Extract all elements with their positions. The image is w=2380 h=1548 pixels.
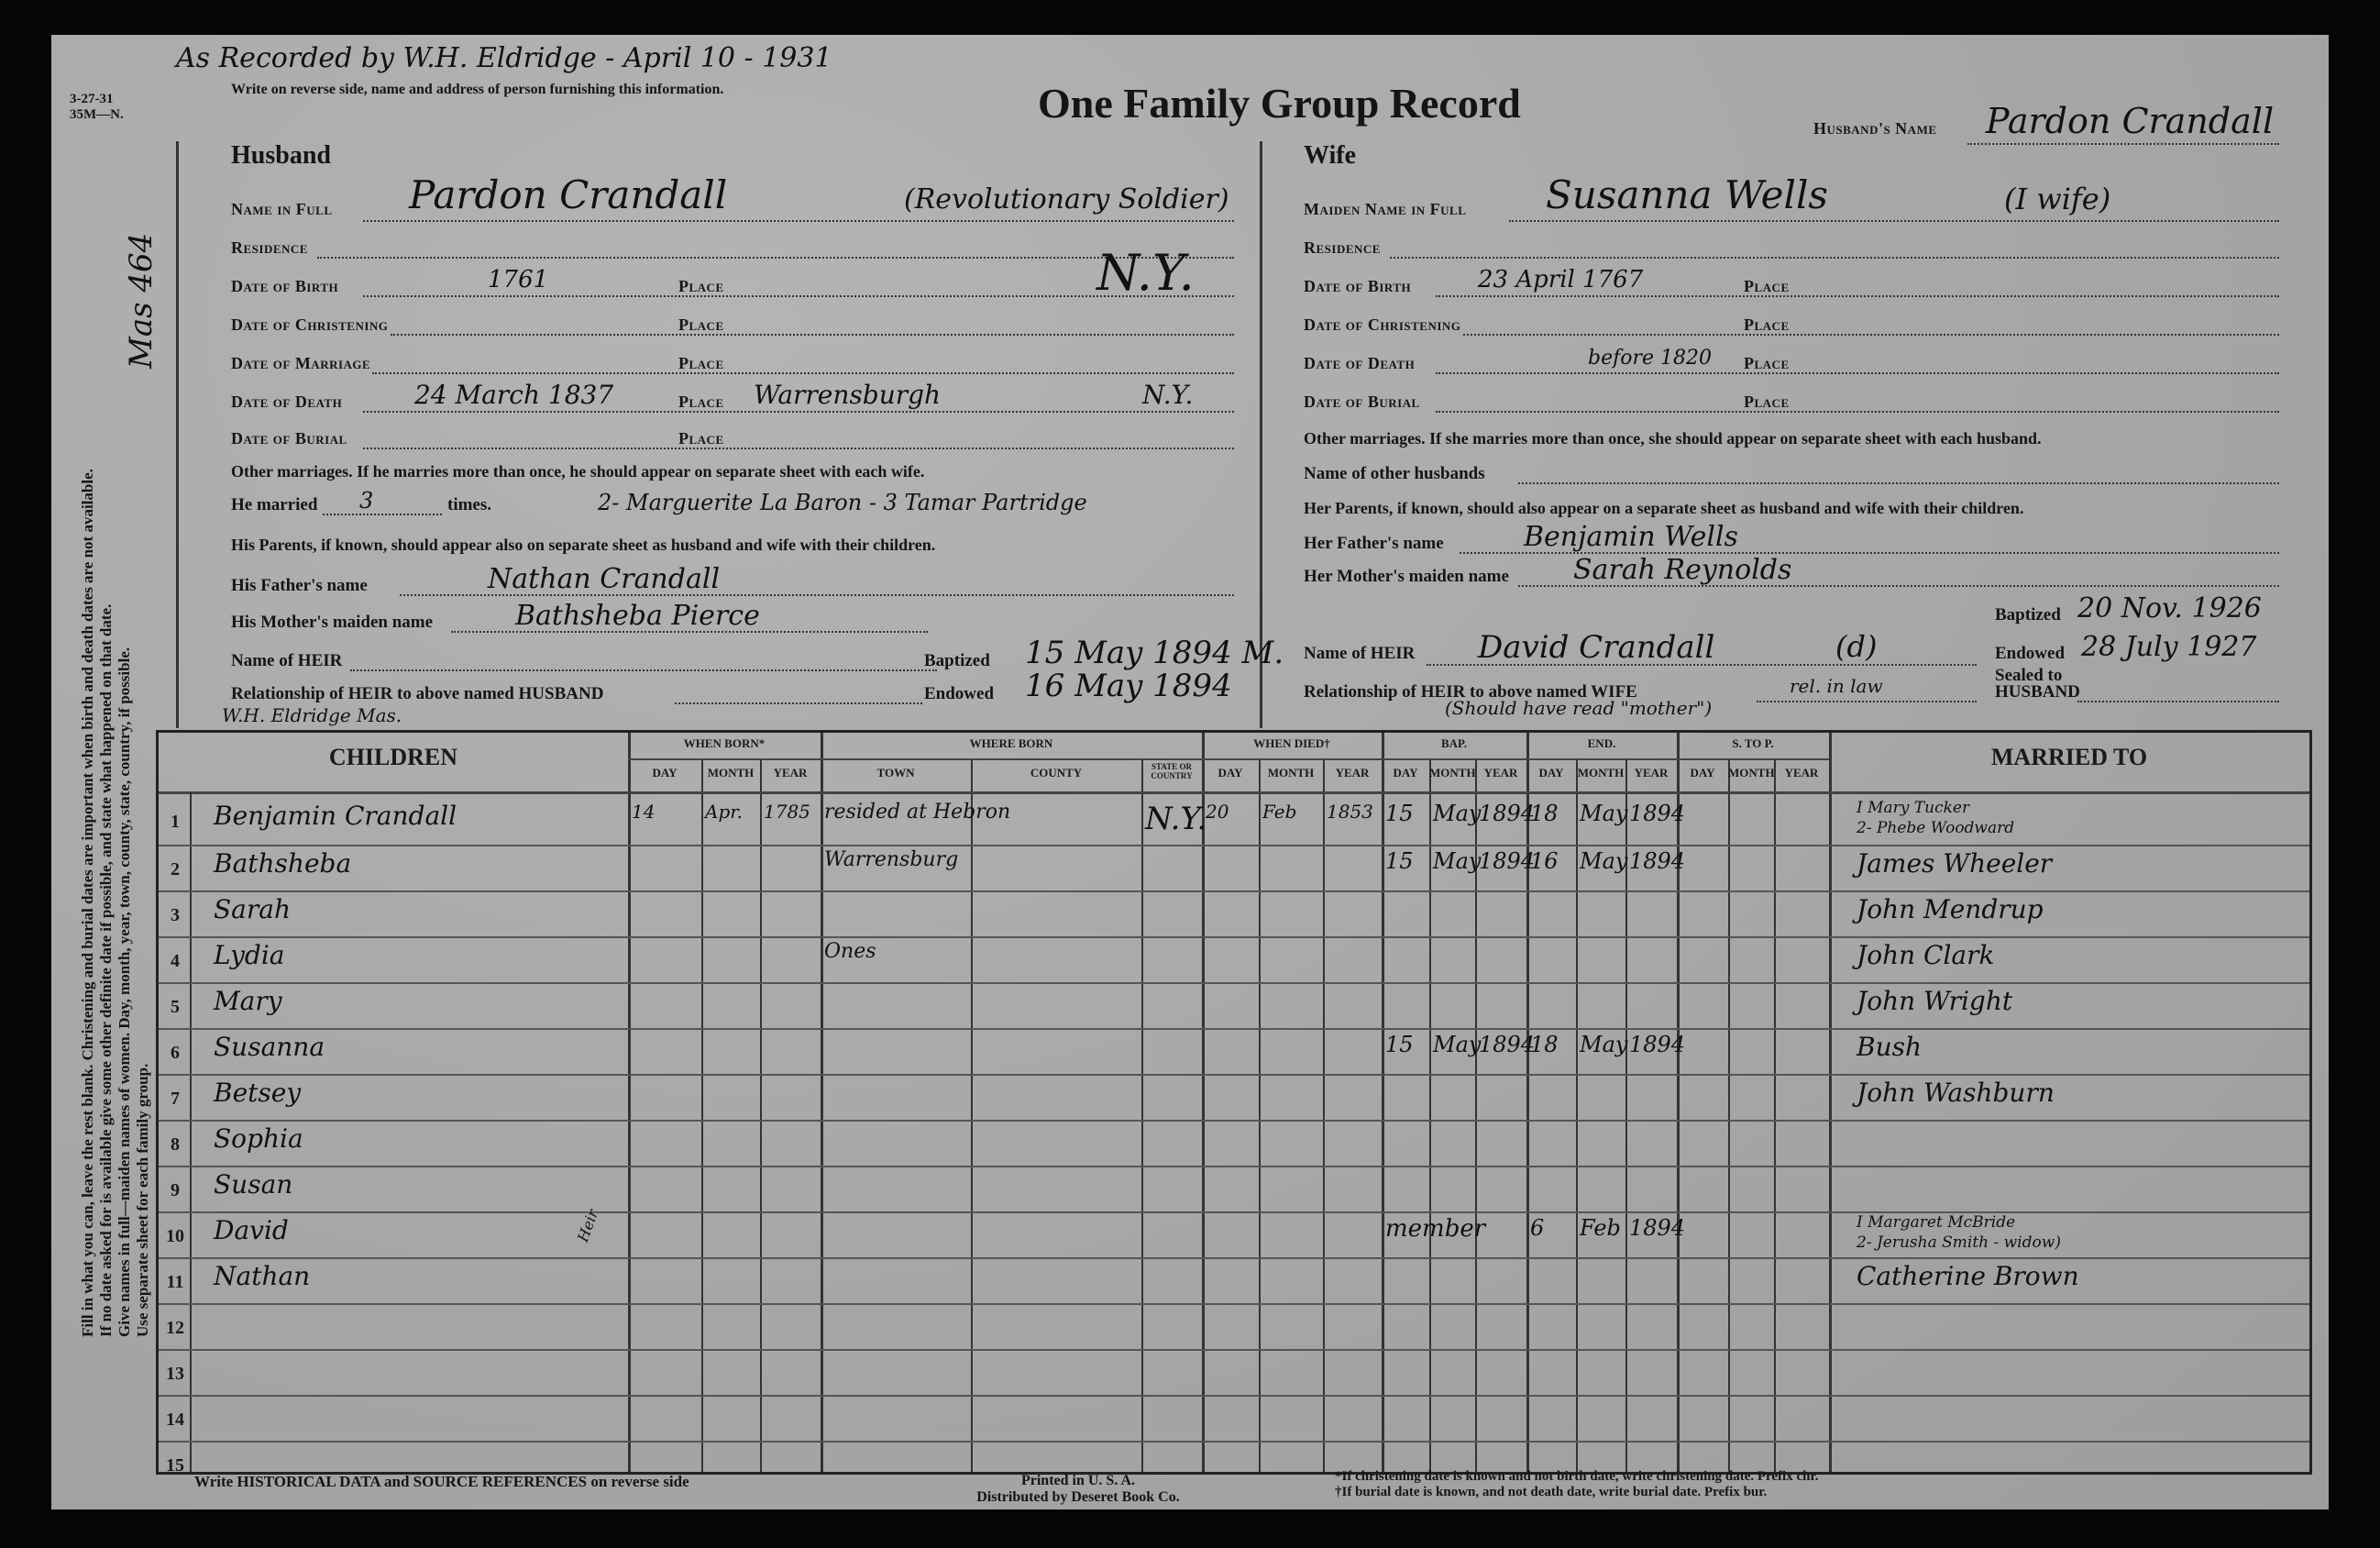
cell-married: John Wright: [1857, 986, 2013, 1016]
row-number: 5: [171, 997, 180, 1017]
cell-end-day: 6: [1530, 1215, 1545, 1241]
husband-residence-label: Residence: [231, 238, 308, 257]
husband-birth-place-label: Place: [678, 277, 724, 295]
husband-birth-value: 1761: [488, 266, 549, 293]
husband-burial-label: Date of Burial: [231, 429, 347, 448]
wife-baptized-value: 20 Nov. 1926: [2077, 592, 2262, 625]
wife-father-value: Benjamin Wells: [1524, 521, 1738, 553]
row-number: 3: [171, 905, 180, 925]
cell-end-month: Feb: [1580, 1215, 1621, 1241]
husband-death-place-state: N.Y.: [1142, 380, 1194, 410]
header-day: DAY: [652, 766, 678, 780]
husband-heir-signature: W.H. Eldridge Mas.: [222, 704, 402, 726]
header-year: YEAR: [1784, 766, 1819, 780]
row-number: 4: [171, 951, 180, 971]
header-county: COUNTY: [1030, 766, 1083, 780]
wife-birth-place-label: Place: [1744, 277, 1790, 295]
row-number: 11: [166, 1272, 184, 1292]
wife-birth-label: Date of Birth: [1304, 277, 1412, 295]
husband-burial-place-label: Place: [678, 429, 724, 448]
children-table: [156, 730, 2312, 1475]
header-month: MONTH: [1728, 766, 1775, 780]
wife-death-value: before 1820: [1588, 347, 1713, 370]
husband-married-value: 3: [359, 488, 374, 514]
wife-parents-note: Her Parents, if known, should also appear on a separate sheet as husband and wife with their children.: [1304, 499, 2024, 517]
husband-name-label: Name in Full: [231, 200, 333, 218]
table-row: [159, 936, 2309, 982]
header-month: MONTH: [1267, 766, 1315, 780]
header-month: MONTH: [1577, 766, 1625, 780]
table-row: [159, 1395, 2309, 1441]
row-number: 9: [171, 1180, 180, 1200]
cell-town: Warrensburg: [824, 848, 959, 871]
cell-end-month: May: [1580, 1032, 1628, 1057]
row-number: 8: [171, 1134, 180, 1155]
row-number: 6: [171, 1043, 180, 1063]
wife-christening-place-label: Place: [1744, 315, 1790, 334]
wife-heir-note: (d): [1835, 629, 1878, 664]
wife-other-husbands-label: Name of other husbands: [1304, 464, 1485, 483]
cell-d-month: Feb: [1262, 801, 1297, 823]
row-number: 10: [166, 1226, 184, 1246]
cell-end-month: May: [1580, 801, 1628, 826]
header-day: DAY: [1393, 766, 1418, 780]
husband-married-label: He married: [231, 495, 318, 514]
cell-name: Mary: [214, 986, 282, 1016]
wife-relationship-label: Relationship of HEIR to above named WIFE: [1304, 682, 1637, 702]
header-year: YEAR: [1483, 766, 1518, 780]
table-row: [159, 1166, 2309, 1211]
husband-father-label: His Father's name: [231, 576, 368, 595]
cell-married: Bush: [1857, 1032, 1923, 1062]
header-year: YEAR: [1634, 766, 1669, 780]
wife-death-place-label: Place: [1744, 354, 1790, 372]
husband-name-note: (Revolutionary Soldier): [904, 183, 1229, 216]
row-number: 2: [171, 859, 180, 879]
header-s-to-p: S. TO P.: [1732, 736, 1774, 750]
husband-name-value: Pardon Crandall: [409, 172, 728, 217]
side-note-line-4: Use separate sheet for each family group.: [134, 1063, 151, 1337]
table-row: [159, 1120, 2309, 1166]
cell-b-month: Apr.: [705, 801, 743, 823]
cell-end-year: 1894: [1629, 801, 1686, 826]
header-bap: BAP.: [1440, 736, 1468, 750]
cell-end-year: 1894: [1629, 1032, 1686, 1057]
cell-name: Bathsheba: [214, 848, 352, 879]
header-day: DAY: [1218, 766, 1243, 780]
footer-burial-note: †If burial date is known, and not death date, write burial date. Prefix bur.: [1335, 1485, 1768, 1499]
header-town: TOWN: [876, 766, 915, 780]
cell-bap-day: 15: [1385, 1032, 1414, 1057]
wife-heading: Wife: [1304, 141, 1357, 170]
footer-right: [1335, 1469, 1819, 1500]
cell-town: Ones: [824, 940, 876, 963]
recorded-by-note: As Recorded by W.H. Eldridge - April 10 - 1931: [176, 42, 832, 74]
wife-christening-label: Date of Christening: [1304, 315, 1461, 334]
wife-heir-label: Name of HEIR: [1304, 644, 1416, 663]
cell-end-day: 18: [1530, 801, 1559, 826]
header-when-born: WHEN BORN*: [683, 736, 766, 750]
cell-bap-month: May: [1433, 801, 1482, 826]
cell-married: John Mendrup: [1857, 894, 2044, 924]
cell-married: John Washburn: [1857, 1078, 2055, 1108]
table-row: [159, 1349, 2309, 1395]
wife-heir-value: David Crandall: [1478, 629, 1715, 666]
wife-relationship-value: rel. in law: [1790, 675, 1883, 697]
footer-left: Write HISTORICAL DATA and SOURCE REFERENCES on reverse side: [194, 1473, 689, 1490]
table-row: [159, 845, 2309, 890]
husband-married-others: 2- Marguerite La Baron - 3 Tamar Partridge: [598, 490, 1087, 515]
header-year: YEAR: [1335, 766, 1370, 780]
top-note: Write on reverse side, name and address of person furnishing this information.: [231, 82, 724, 97]
husband-death-place-label: Place: [678, 393, 724, 411]
husband-marriage-label: Date of Marriage: [231, 354, 371, 372]
side-note-line-1: Fill in what you can, leave the rest blank. Christening and burial dates are important when birth and death dates are not available.: [79, 469, 96, 1337]
wife-sealed-label: Sealed to: [1995, 666, 2063, 685]
husband-baptized-label: Baptized: [924, 651, 990, 670]
cell-bap-day: 15: [1385, 848, 1414, 874]
footer-center: [913, 1473, 1243, 1506]
husbands-name-value: Pardon Crandall: [1986, 101, 2275, 141]
husband-baptized-value: 15 May 1894 M.: [1025, 635, 1284, 671]
wife-father-label: Her Father's name: [1304, 534, 1444, 553]
cell-bap-month: May: [1433, 1032, 1482, 1057]
husband-endowed-value: 16 May 1894: [1025, 668, 1232, 704]
cell-end-day: 16: [1530, 848, 1559, 874]
table-row: [159, 982, 2309, 1028]
record-sheet: [51, 35, 2329, 1509]
wife-mother-label: Her Mother's maiden name: [1304, 567, 1509, 586]
cell-name: Susanna: [214, 1032, 325, 1062]
cell-married: Catherine Brown: [1857, 1261, 2079, 1291]
husband-father-value: Nathan Crandall: [488, 563, 721, 595]
husband-other-marriages-note: Other marriages. If he marries more than once, he should appear on separate sheet with each wife.: [231, 462, 925, 481]
side-number: Mas 464: [123, 232, 160, 369]
husband-relationship-label: Relationship of HEIR to above named HUSBAND: [231, 684, 604, 703]
cell-bap-year: 1894: [1479, 1032, 1536, 1057]
cell-state: N.Y.: [1145, 801, 1207, 837]
cell-town: resided at Hebron: [824, 801, 1011, 824]
wife-burial-label: Date of Burial: [1304, 393, 1420, 411]
husband-birth-place-value: N.Y.: [1096, 244, 1195, 302]
cell-married: I Margaret McBride: [1857, 1213, 2016, 1232]
husband-death-label: Date of Death: [231, 393, 343, 411]
cell-married: John Clark: [1857, 940, 1995, 970]
side-note-line-3: Give names in full—maiden names of women. Day, month, year, town, county, state, country, if possible.: [116, 647, 133, 1337]
form-code-line-1: 3-27-31: [70, 92, 114, 106]
cell-name: Nathan: [214, 1261, 311, 1291]
table-row: [159, 1207, 2309, 1257]
footer-christening-note: *If christening date is known and not birth date, write christening date. Prefix chr.: [1335, 1469, 1819, 1484]
cell-name: Sarah: [214, 894, 291, 924]
husband-christening-label: Date of Christening: [231, 315, 389, 334]
header-where-born: WHERE BORN: [969, 736, 1053, 750]
wife-endowed-value: 28 July 1927: [2081, 631, 2257, 663]
cell-married-2: 2- Phebe Woodward: [1857, 819, 2015, 837]
cell-end-year: 1894: [1629, 848, 1686, 874]
cell-bap-year: 1894: [1479, 848, 1536, 874]
cell-bap-month: May: [1433, 848, 1482, 874]
wife-sealed-label-2: HUSBAND: [1995, 682, 2080, 702]
header-children: CHILDREN: [328, 744, 458, 770]
husband-heir-label: Name of HEIR: [231, 651, 343, 670]
footer-distributed: Distributed by Deseret Book Co.: [976, 1489, 1180, 1505]
wife-name-value: Susanna Wells: [1546, 172, 1828, 217]
table-row: [159, 1257, 2309, 1303]
husband-marriage-place-label: Place: [678, 354, 724, 372]
side-instructions: [79, 90, 152, 1337]
husband-mother-label: His Mother's maiden name: [231, 613, 434, 632]
form-title: One Family Group Record: [1038, 80, 1521, 127]
cell-bap-day: member: [1385, 1215, 1486, 1243]
form-code-line-2: 35M—N.: [70, 107, 124, 122]
wife-birth-value: 23 April 1767: [1478, 266, 1644, 293]
row-number: 13: [166, 1364, 184, 1384]
cell-name: David: [214, 1215, 289, 1245]
row-number: 12: [166, 1318, 184, 1338]
table-row: [159, 799, 2309, 845]
husband-mother-value: Bathsheba Pierce: [515, 600, 760, 632]
cell-d-year: 1853: [1327, 801, 1373, 823]
footer-printed: Printed in U. S. A.: [1020, 1473, 1135, 1488]
row-number: 7: [171, 1089, 180, 1109]
wife-other-marriages-note: Other marriages. If she marries more than once, she should appear on separate sheet with each husband.: [1304, 429, 2042, 448]
cell-name: Lydia: [214, 940, 285, 970]
table-row: [159, 1074, 2309, 1120]
cell-d-day: 20: [1206, 801, 1229, 823]
husband-parents-note: His Parents, if known, should appear also on separate sheet as husband and wife with their children.: [231, 536, 936, 554]
table-row: [159, 1303, 2309, 1349]
cell-name: Sophia: [214, 1123, 303, 1154]
cell-b-year: 1785: [764, 801, 810, 823]
cell-married-2: 2- Jerusha Smith - widow): [1857, 1233, 2061, 1252]
wife-baptized-label: Baptized: [1995, 605, 2061, 625]
cell-bap-day: 15: [1385, 801, 1414, 826]
cell-name: Betsey: [214, 1078, 302, 1108]
header-day: DAY: [1690, 766, 1715, 780]
wife-death-label: Date of Death: [1304, 354, 1416, 372]
wife-relationship-note: (Should have read "mother"): [1445, 697, 1713, 719]
table-row: [159, 890, 2309, 936]
wife-residence-label: Residence: [1304, 238, 1381, 257]
cell-end-month: May: [1580, 848, 1628, 874]
husband-death-place-value: Warrensburgh: [754, 380, 942, 410]
header-married-to: MARRIED TO: [1990, 744, 2148, 770]
cell-name: Benjamin Crandall: [214, 801, 457, 831]
husband-christening-place-label: Place: [678, 315, 724, 334]
wife-endowed-label: Endowed: [1995, 644, 2066, 663]
side-note-line-2: If no date asked for is available give some other definite date if possible, and state what happened on that date.: [97, 603, 115, 1337]
husband-endowed-label: Endowed: [924, 684, 995, 703]
husband-married-times-label: times.: [447, 495, 492, 514]
wife-name-label: Maiden Name in Full: [1304, 200, 1467, 218]
row-number: 1: [171, 812, 180, 832]
header-month: MONTH: [707, 766, 755, 780]
cell-bap-year: 1894: [1479, 801, 1536, 826]
table-row: [159, 1028, 2309, 1074]
cell-b-day: 14: [632, 801, 656, 823]
header-when-died: WHEN DIED†: [1253, 736, 1330, 750]
husbands-name-label: Husband's Name: [1813, 119, 1937, 138]
header-month: MONTH: [1429, 766, 1476, 780]
cell-married: I Mary Tucker: [1857, 799, 1970, 817]
cell-end-day: 18: [1530, 1032, 1559, 1057]
header-day: DAY: [1538, 766, 1564, 780]
row-number: 15: [166, 1455, 184, 1476]
cell-end-year: 1894: [1629, 1215, 1686, 1241]
husband-birth-label: Date of Birth: [231, 277, 339, 295]
wife-mother-value: Sarah Reynolds: [1573, 554, 1792, 586]
husband-death-value: 24 March 1837: [414, 380, 614, 410]
cell-name-note: Heir: [573, 1207, 602, 1244]
header-year: YEAR: [773, 766, 808, 780]
wife-burial-place-label: Place: [1744, 393, 1790, 411]
cell-married: James Wheeler: [1857, 848, 2053, 879]
header-state: STATE OR COUNTRY: [1151, 762, 1193, 780]
wife-name-note: (I wife): [2004, 182, 2111, 216]
husband-heading: Husband: [231, 141, 331, 170]
cell-name: Susan: [214, 1169, 293, 1200]
row-number: 14: [166, 1410, 184, 1430]
header-end: END.: [1587, 736, 1616, 750]
